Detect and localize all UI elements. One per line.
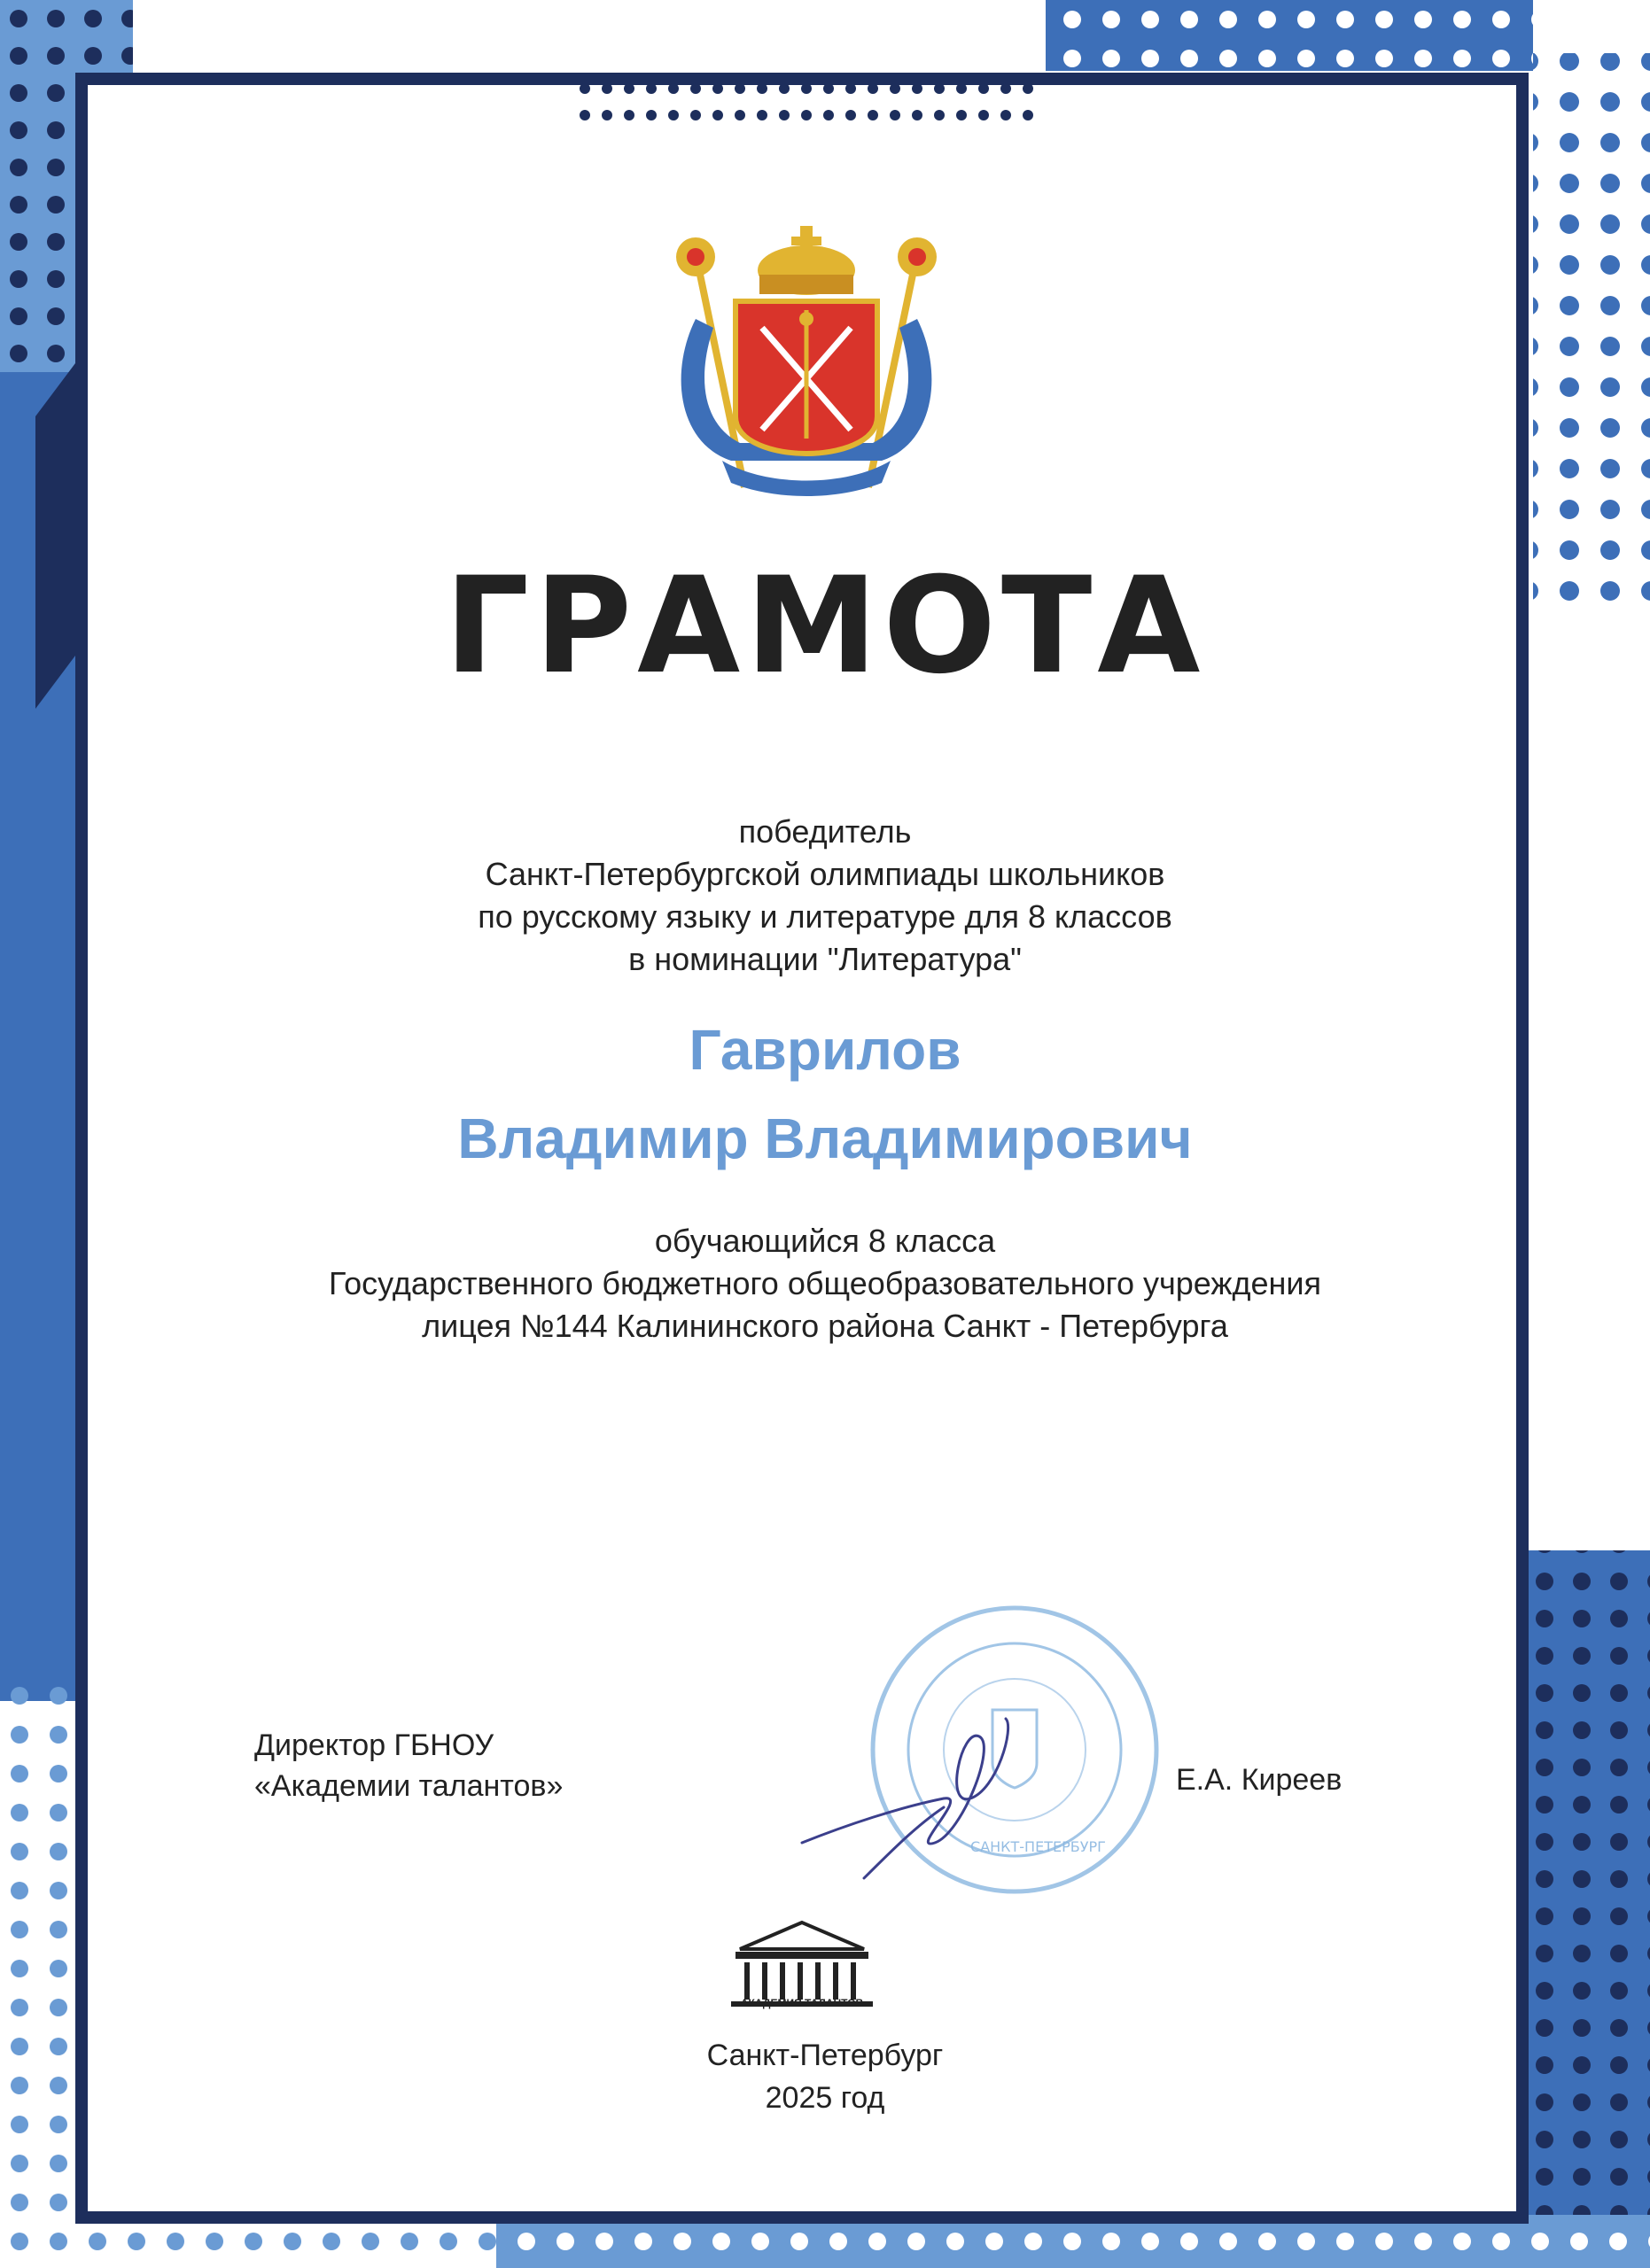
- award-line: победитель: [738, 813, 912, 850]
- city-name: Санкт-Петербург: [706, 2039, 944, 2072]
- award-line: Санкт-Петербургской олимпиады школьников: [485, 856, 1165, 892]
- director-title: [254, 1725, 563, 1806]
- saint-petersburg-coat-of-arms-icon: [660, 221, 953, 505]
- school-description: [0, 1220, 1650, 1348]
- certificate-title: ГРАМОТА: [444, 549, 1206, 703]
- director-position-line: «Академии талантов»: [254, 1769, 564, 1803]
- award-line: в номинации "Литература": [628, 941, 1022, 977]
- award-line: по русскому языку и литературе для 8 классов: [478, 898, 1172, 935]
- recipient-surname: Гаврилов: [689, 1018, 961, 1082]
- award-description: [0, 811, 1650, 981]
- seal-text: САНКТ-ПЕТЕРБУРГ: [970, 1838, 1106, 1855]
- signer-name: Е.А. Киреев: [1176, 1763, 1343, 1797]
- decorative-dots-top: [576, 80, 1037, 133]
- school-line: обучающийся 8 класса: [654, 1223, 996, 1259]
- academy-logo-caption: АКАДЕМИЯ ТАЛАНТОВ: [740, 1997, 864, 2009]
- director-position-line: Директор ГБНОУ: [254, 1728, 494, 1762]
- place-and-year: [0, 2034, 1650, 2119]
- official-seal-stamp-icon: [793, 1586, 1165, 1914]
- school-line: лицея №144 Калининского района Санкт - Петербурга: [422, 1308, 1228, 1344]
- recipient-given-names: Владимир Владимирович: [457, 1107, 1193, 1170]
- year-label: 2025 год: [765, 2081, 885, 2115]
- school-line: Государственного бюджетного общеобразовательного учреждения: [329, 1265, 1321, 1301]
